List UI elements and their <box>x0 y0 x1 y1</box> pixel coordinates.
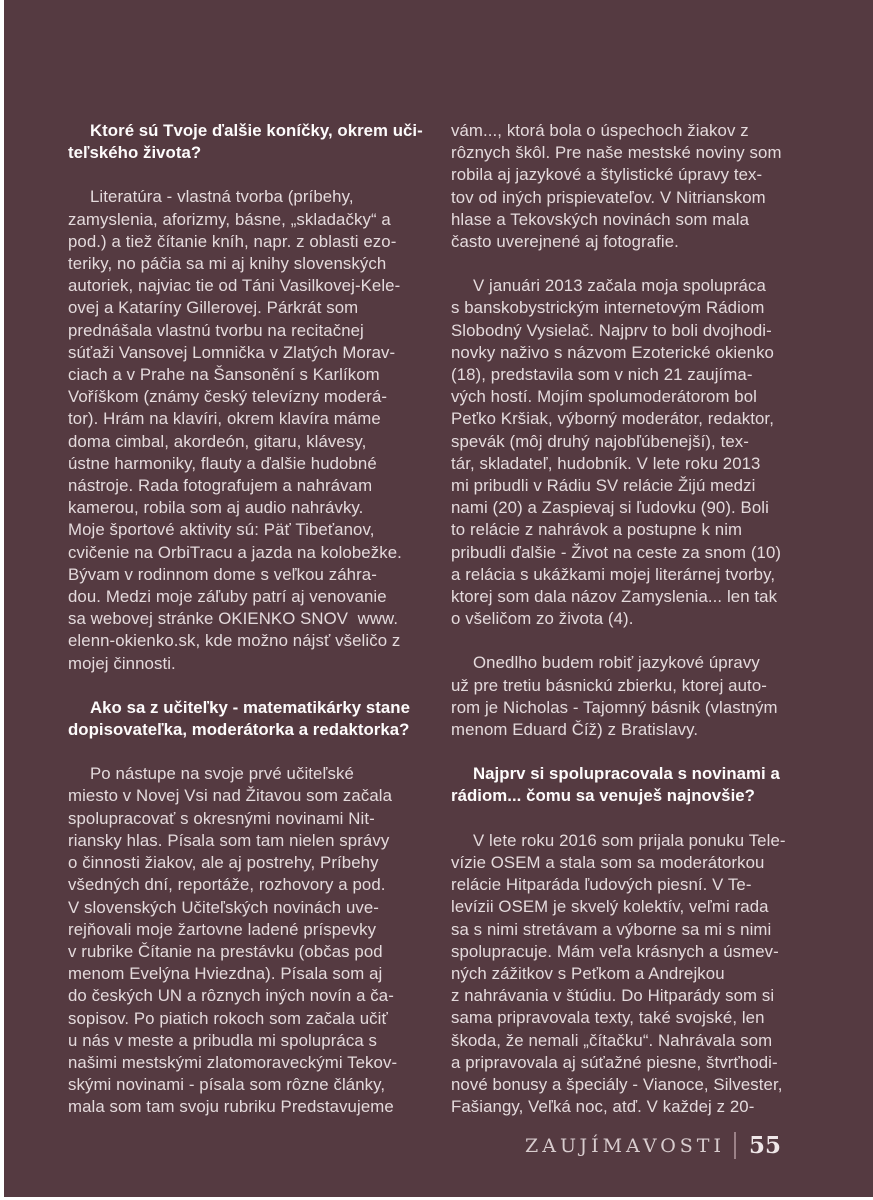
text-line: pribudli ďalšie - Život na ceste za snom (10) <box>451 542 782 562</box>
text-line: vízie OSEM a stala som sa moderátorkou <box>451 852 765 872</box>
body-paragraph <box>451 120 811 253</box>
page-number: 55 <box>748 1132 781 1159</box>
text-line: to relácie z nahrávok a postupne k nim <box>451 520 743 540</box>
text-line: robila aj jazykové a štylistické úpravy tex- <box>451 165 763 185</box>
text-line: levízii OSEM je skvelý kolektív, veľmi rada <box>451 897 769 917</box>
body-paragraph <box>451 275 811 630</box>
text-line: ných zážitkov s Peťkom a Andrejkou <box>451 963 725 983</box>
text-line: rádiom... čomu sa venuješ najnovšie? <box>451 786 755 806</box>
text-line: rejňovali moje žartovne ladené príspevky <box>68 919 377 939</box>
text-line: Ktoré sú Tvoje ďalšie koníčky, okrem uči- <box>90 121 423 140</box>
text-line: V lete roku 2016 som prijala ponuku Tele- <box>473 830 786 850</box>
text-line: cvičenie na OrbiTracu a jazda na kolobežke. <box>68 542 402 562</box>
article-body <box>68 120 813 1119</box>
body-paragraph <box>451 830 811 1119</box>
text-line: Bývam v rodinnom dome s veľkou záhra- <box>68 564 377 584</box>
text-line: menom Eduard Číž) z Bratislavy. <box>451 720 699 740</box>
text-line: o činnosti žiakov, ale aj postrehy, Príbehy <box>68 853 379 873</box>
text-line: hlase a Tekovských novinách som mala <box>451 209 750 229</box>
text-line: našimi mestskými zlatomoraveckými Tekov- <box>68 1052 398 1072</box>
text-line: nové bonusy a špeciály - Vianoce, Silvester, <box>451 1074 783 1094</box>
text-line: nami (20) a Zaspievaj si ľudovku (90). Boli <box>451 498 769 518</box>
text-line: Onedlho budem robiť jazykové úpravy <box>473 653 760 673</box>
text-line: V januári 2013 začala moja spolupráca <box>473 276 766 296</box>
text-line: kamerou, robila som aj audio nahrávky. <box>68 498 364 518</box>
text-line: ciach a v Prahe na Šansonění s Karlíkom <box>68 365 380 385</box>
text-line: Fašiangy, Veľká noc, atď. V každej z 20- <box>451 1097 755 1117</box>
text-line: v rubrike Čítanie na prestávku (občas pod <box>68 941 383 961</box>
text-line: ovej a Kataríny Gillerovej. Párkrát som <box>68 298 359 318</box>
text-line: novky naživo s názvom Ezoterické okienko <box>451 342 774 362</box>
text-line: spevák (môj druhý najobľúbenejší), tex- <box>451 431 749 451</box>
text-line: škoda, že nemali „čítačku“. Nahrávala som <box>451 1030 773 1050</box>
text-line: (18), predstavila som v nich 21 zaujíma- <box>451 365 753 385</box>
text-line: vám..., ktorá bola o úspechoch žiakov z <box>451 121 749 140</box>
text-line: pod.) a tiež čítanie kníh, napr. z oblasti ezo- <box>68 231 397 251</box>
text-line: zamyslenia, aforizmy, básne, „skladačky“ a <box>68 209 391 229</box>
text-line: sa webovej stránke OKIENKO SNOV www. <box>68 609 399 629</box>
text-line: prednášala vlastnú tvorbu na recitačnej <box>68 320 364 340</box>
text-line: s banskobystrickým internetovým Rádiom <box>451 298 765 318</box>
text-line: sopisov. Po piatich rokoch som začala učiť <box>68 1008 388 1028</box>
text-line: a relácia s ukážkami mojej literárnej tvorby, <box>451 564 776 584</box>
text-line: mojej činnosti. <box>68 653 176 673</box>
text-line: teriky, no páčia sa mi aj knihy slovenských <box>68 254 387 274</box>
text-line: všedných dní, reportáže, rozhovory a pod. <box>68 875 386 895</box>
scan-edge-left <box>0 0 4 1200</box>
body-paragraph <box>68 763 430 1118</box>
text-line: Moje športové aktivity sú: Päť Tibeťanov, <box>68 520 375 540</box>
text-line: Po nástupe na svoje prvé učiteľské <box>90 764 354 784</box>
text-line: tov od iných prispievateľov. V Nitrianskom <box>451 187 766 207</box>
text-line: a pripravovala aj súťažné piesne, štvrťhodi- <box>451 1052 778 1072</box>
text-line: sama pripravovala texty, také svojské, len <box>451 1008 765 1028</box>
text-line: sa s nimi stretávam a výborne sa mi s nimi <box>451 919 772 939</box>
text-line: spolupracovať s okresnými novinami Nit- <box>68 808 375 828</box>
text-line: vých hostí. Mojím spolumoderátorom bol <box>451 387 757 407</box>
text-line: Peťko Kršiak, výborný moderátor, redaktor, <box>451 409 774 429</box>
body-paragraph <box>451 652 811 741</box>
text-line: Slobodný Vysielač. Najprv to boli dvojhodi- <box>451 320 772 340</box>
text-line: elenn-okienko.sk, kde možno nájsť všeličo z <box>68 631 401 651</box>
text-line: nástroje. Rada fotografujem a nahrávam <box>68 476 373 496</box>
text-line: doma cimbal, akordeón, gitaru, klávesy, <box>68 431 367 451</box>
text-line: z nahrávania v štúdiu. Do Hitparády som si <box>451 986 775 1006</box>
text-line: ktorej som dala názov Zamyslenia... len tak <box>451 587 778 607</box>
text-line: u nás v meste a pribudla mi spolupráca s <box>68 1030 378 1050</box>
text-line: mala som tam svoju rubriku Predstavujeme <box>68 1097 394 1117</box>
text-line: už pre tretiu básnickú zbierku, ktorej auto- <box>451 675 767 695</box>
text-line: menom Evelýna Hviezdna). Písala som aj <box>68 964 383 984</box>
text-line: tár, skladateľ, hudobník. V lete roku 2013 <box>451 453 761 473</box>
text-line: dopisovateľka, moderátorka a redaktorka? <box>68 720 410 740</box>
question-heading <box>68 120 430 164</box>
question-heading <box>68 697 430 741</box>
page-footer <box>525 1132 781 1159</box>
text-line: Ako sa z učiteľky - matematikárky stane <box>90 697 410 717</box>
text-line: riansky hlas. Písala som tam nielen správy <box>68 830 390 850</box>
text-line: mi pribudli v Rádiu SV relácie Žijú medzi <box>451 476 756 496</box>
text-line: skými novinami - písala som rôzne články, <box>68 1075 386 1095</box>
text-column-2 <box>451 120 811 1119</box>
section-title: ZAUJÍMAVOSTI <box>525 1134 725 1157</box>
text-line: rôznych škôl. Pre naše mestské noviny som <box>451 143 782 163</box>
text-line: miesto v Novej Vsi nad Žitavou som začala <box>68 786 393 806</box>
text-line: tor). Hrám na klavíri, okrem klavíra máme <box>68 409 381 429</box>
text-column-1 <box>68 120 430 1119</box>
text-line: autoriek, najviac tie od Táni Vasilkovej-Kele- <box>68 276 401 296</box>
text-line: ústne harmoniky, flauty a ďalšie hudobné <box>68 453 377 473</box>
question-heading <box>451 763 811 807</box>
text-line: často uverejnené aj fotografie. <box>451 232 679 252</box>
text-line: Voříškom (známy český televízny moderá- <box>68 387 388 407</box>
text-line: dou. Medzi moje záľuby patrí aj venovanie <box>68 587 387 607</box>
text-line: V slovenských Učiteľských novinách uve- <box>68 897 379 917</box>
text-line: teľského života? <box>68 143 202 163</box>
body-paragraph <box>68 186 430 674</box>
text-line: spolupracuje. Mám veľa krásnych a úsmev- <box>451 941 779 961</box>
text-line: o všeličom zo života (4). <box>451 609 634 629</box>
text-line: Literatúra - vlastná tvorba (príbehy, <box>90 187 354 207</box>
footer-divider <box>734 1132 736 1159</box>
text-line: relácie Hitparáda ľudových piesní. V Te- <box>451 875 752 895</box>
text-line: Najprv si spolupracovala s novinami a <box>473 764 780 784</box>
text-line: rom je Nicholas - Tajomný básnik (vlastným <box>451 697 778 717</box>
text-line: do českých UN a rôznych iných novín a ča- <box>68 986 394 1006</box>
text-line: súťaži Vansovej Lomnička v Zlatých Morav- <box>68 342 396 362</box>
